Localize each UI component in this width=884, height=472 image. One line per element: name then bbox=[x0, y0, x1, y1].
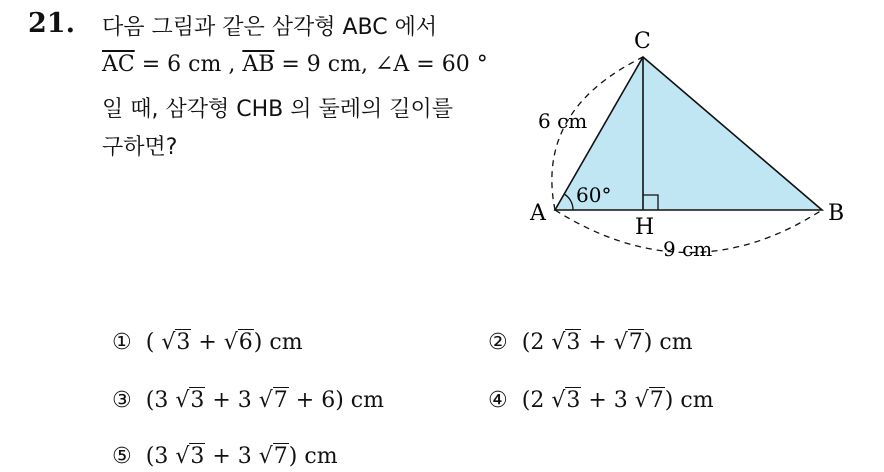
choice-text: ) cm bbox=[643, 330, 693, 355]
choice-text: (2 bbox=[521, 330, 552, 355]
choice-text: (2 bbox=[521, 388, 552, 413]
sqrt-term: √3 bbox=[175, 444, 205, 469]
sqrt-term: √7 bbox=[258, 388, 288, 413]
sqrt-term: √7 bbox=[613, 330, 643, 355]
choice-mark: ② bbox=[488, 330, 508, 355]
choice-text: + 3 bbox=[205, 388, 259, 413]
choice-text: (3 bbox=[145, 444, 176, 469]
radicand: 3 bbox=[566, 330, 581, 355]
sqrt-term: √7 bbox=[634, 388, 664, 413]
choice-text: ( bbox=[145, 330, 162, 355]
choice-3[interactable] bbox=[112, 388, 384, 413]
choice-text: + 3 bbox=[581, 388, 635, 413]
question-line-2 bbox=[102, 52, 488, 77]
choice-text: ) cm bbox=[664, 388, 714, 413]
label-h: H bbox=[635, 215, 655, 240]
question-line-1: 다음 그림과 같은 삼각형 ABC 에서 bbox=[102, 15, 438, 40]
radicand: 3 bbox=[176, 330, 191, 355]
radicand: 6 bbox=[238, 330, 253, 355]
label-side-ab: 9 cm bbox=[663, 237, 713, 261]
radicand: 7 bbox=[628, 330, 643, 355]
sqrt-term: √3 bbox=[551, 388, 581, 413]
choice-mark: ③ bbox=[112, 388, 132, 413]
question-number: 21. bbox=[28, 8, 75, 39]
choice-text: (3 bbox=[145, 388, 176, 413]
radicand: 7 bbox=[649, 388, 664, 413]
sqrt-term: √3 bbox=[175, 388, 205, 413]
choice-1[interactable] bbox=[112, 330, 303, 355]
question-line-3: 일 때, 삼각형 CHB 의 둘레의 길이를 bbox=[102, 97, 453, 122]
choice-text: ) cm bbox=[288, 444, 338, 469]
choice-mark: ④ bbox=[488, 388, 508, 413]
label-a: A bbox=[530, 201, 546, 226]
sqrt-term: √3 bbox=[551, 330, 581, 355]
radicand: 7 bbox=[273, 388, 288, 413]
radicand: 3 bbox=[190, 444, 205, 469]
label-side-ac: 6 cm bbox=[538, 109, 588, 133]
question-line-4: 구하면? bbox=[102, 135, 178, 160]
choice-mark: ⑤ bbox=[112, 444, 132, 469]
label-c: C bbox=[634, 29, 651, 54]
segment-ab: $\overline{AB}$ bbox=[242, 52, 275, 77]
radicand: 7 bbox=[273, 444, 288, 469]
triangle-figure bbox=[520, 20, 860, 270]
label-b: B bbox=[828, 201, 845, 226]
segment-ac-value: = 6 cm , bbox=[134, 52, 236, 77]
choice-4[interactable] bbox=[488, 388, 714, 413]
choice-mark: ① bbox=[112, 330, 132, 355]
sqrt-term: √3 bbox=[161, 330, 191, 355]
label-angle-a: 60° bbox=[576, 183, 612, 207]
radicand: 3 bbox=[190, 388, 205, 413]
choice-text: + bbox=[191, 330, 224, 355]
segment-ab-value: = 9 cm, ∠A = 60 ° bbox=[274, 52, 488, 77]
choice-text: + 3 bbox=[205, 444, 259, 469]
sqrt-term: √7 bbox=[258, 444, 288, 469]
radicand: 3 bbox=[566, 388, 581, 413]
choice-text: + bbox=[581, 330, 614, 355]
choice-text: + 6) cm bbox=[288, 388, 384, 413]
sqrt-term: √6 bbox=[223, 330, 253, 355]
segment-ac: $\overline{AC}$ bbox=[102, 52, 135, 77]
choice-2[interactable] bbox=[488, 330, 693, 355]
choice-text: ) cm bbox=[253, 330, 303, 355]
choice-5[interactable] bbox=[112, 444, 338, 469]
